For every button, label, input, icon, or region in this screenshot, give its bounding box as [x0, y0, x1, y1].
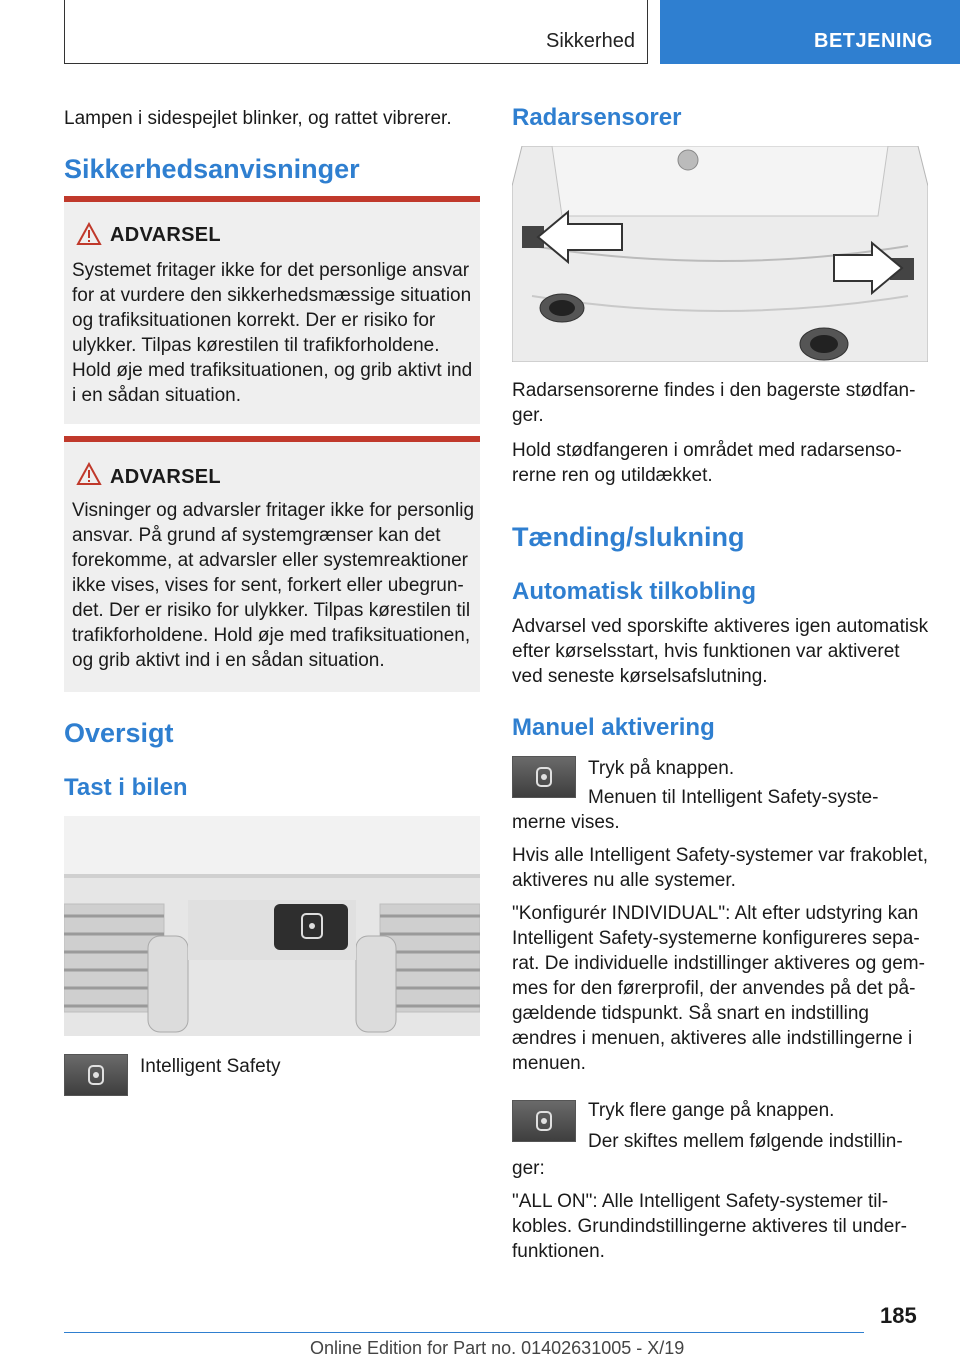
step1-cont-line: mes for den førerprofil, der anvendes på det på- — [512, 978, 916, 999]
radar-text — [512, 378, 928, 488]
warning-1-line: Hold øje med trafiksituationen, og grib aktivt ind — [72, 360, 473, 381]
rear-bumper-photo — [512, 146, 928, 362]
radar-line: Hold stødfangeren i området med radarsenso- — [512, 440, 902, 461]
intelligent-safety-button-icon — [512, 756, 576, 798]
step1-cont-line: "Konfigurér INDIVIDUAL": Alt efter udstyring kan — [512, 903, 919, 924]
step1-text — [588, 756, 878, 810]
step2-cont-line: funktionen. — [512, 1241, 605, 1262]
warning-triangle-icon — [76, 222, 102, 246]
warning-1-line: i en sådan situation. — [72, 385, 242, 406]
header-section-title: Sikkerhed — [546, 30, 635, 52]
safety-heading: Sikkerhedsanvisninger — [64, 154, 360, 184]
radar-line: Radarsensorerne findes i den bagerste stødfan- — [512, 380, 916, 401]
auto-line: Advarsel ved sporskifte aktiveres igen automatisk — [512, 616, 929, 637]
warning-triangle-icon — [76, 462, 102, 486]
step1-cont-line: Intelligent Safety-systemerne konfigureres sepa- — [512, 928, 920, 949]
warning-body-1 — [72, 258, 477, 408]
step1-line: Tryk på knappen. — [588, 758, 735, 779]
dashboard-button-photo — [64, 816, 480, 1036]
footer-rule — [64, 1332, 864, 1333]
manual-heading: Manuel aktivering — [512, 714, 715, 741]
step2-cont-line: kobles. Grundindstillingerne aktiveres til under- — [512, 1216, 907, 1237]
warning-2-line: ikke vises, vises for sent, forkert eller ubegrun- — [72, 575, 464, 596]
intelligent-safety-button-icon — [512, 1100, 576, 1142]
step2-cont-line: "ALL ON": Alle Intelligent Safety-systemer til- — [512, 1191, 889, 1212]
step1-cont-line: rat. De individuelle indstillinger aktiveres og gem- — [512, 953, 925, 974]
step1-cont-line: aktiveres nu alle systemer. — [512, 870, 736, 891]
button-heading: Tast i bilen — [64, 774, 188, 801]
step2-line: Tryk flere gange på knappen. — [588, 1100, 835, 1121]
warning-title-1: ADVARSEL — [110, 224, 221, 246]
warning-title-2: ADVARSEL — [110, 466, 221, 488]
step1-cont-line: gældende tidspunkt. Så snart en indstilling — [512, 1003, 870, 1024]
step2-text — [588, 1098, 903, 1154]
warning-2-line: ansvar. På grund af systemgrænser kan det — [72, 525, 441, 546]
overview-heading: Oversigt — [64, 718, 174, 748]
warning-1-line: ulykker. Tilpas kørestilen til trafikforholdene. — [72, 335, 440, 356]
step1-cont-line: Hvis alle Intelligent Safety-systemer var frakoblet, — [512, 845, 929, 866]
warning-2-line: trafikforholdene. Hold øje med trafiksituationen, — [72, 625, 471, 646]
intro-text: Lampen i sidespejlet blinker, og rattet vibrerer. — [64, 108, 452, 129]
step1-cont-line: merne vises. — [512, 812, 620, 833]
warning-1-line: for at vurdere den sikkerhedsmæssige situation — [72, 285, 472, 306]
radar-heading: Radarsensorer — [512, 104, 682, 131]
step2-continuation — [512, 1156, 932, 1264]
warning-box-2 — [64, 442, 480, 692]
button-label: Intelligent Safety — [140, 1056, 281, 1077]
auto-line: efter kørselsstart, hvis funktionen var aktiveret — [512, 641, 900, 662]
auto-text — [512, 614, 932, 689]
header-chapter-label: BETJENING — [814, 30, 933, 52]
warning-2-line: og grib aktivt ind i en sådan situation. — [72, 650, 385, 671]
header-chapter-tab[interactable] — [660, 0, 960, 64]
intelligent-safety-button-icon — [64, 1054, 128, 1096]
warning-2-line: forekomme, at advarsler eller systemreaktioner — [72, 550, 468, 571]
warning-2-line: Visninger og advarsler fritager ikke for personlig — [72, 500, 475, 521]
step1-line: Menuen til Intelligent Safety-syste- — [588, 787, 879, 808]
auto-line: ved seneste kørselsafslutning. — [512, 666, 768, 687]
step1-cont-line: ændres i menuen, aktiveres alle indstillingerne i — [512, 1028, 913, 1049]
step2-line: Der skiftes mellem følgende indstillin- — [588, 1131, 903, 1152]
radar-line: ger. — [512, 405, 544, 426]
warning-body-2 — [72, 498, 477, 673]
warning-1-line: og trafiksituationen korrekt. Der er risiko for — [72, 310, 436, 331]
page-number: 185 — [880, 1303, 917, 1328]
footer-edition: Online Edition for Part no. 01402631005 - X/19 — [310, 1338, 685, 1358]
radar-line: rerne ren og utildækket. — [512, 465, 713, 486]
warning-2-line: det. Der er risiko for ulykker. Tilpas kørestilen til — [72, 600, 471, 621]
auto-heading: Automatisk tilkobling — [512, 578, 757, 605]
warning-1-line: Systemet fritager ikke for det personlige ansvar — [72, 260, 470, 281]
warning-box-1 — [64, 202, 480, 424]
step1-cont-line: menuen. — [512, 1053, 586, 1074]
step2-cont-line: ger: — [512, 1158, 545, 1179]
step1-continuation — [512, 810, 932, 1076]
ignition-heading: Tænding/slukning — [512, 522, 745, 552]
